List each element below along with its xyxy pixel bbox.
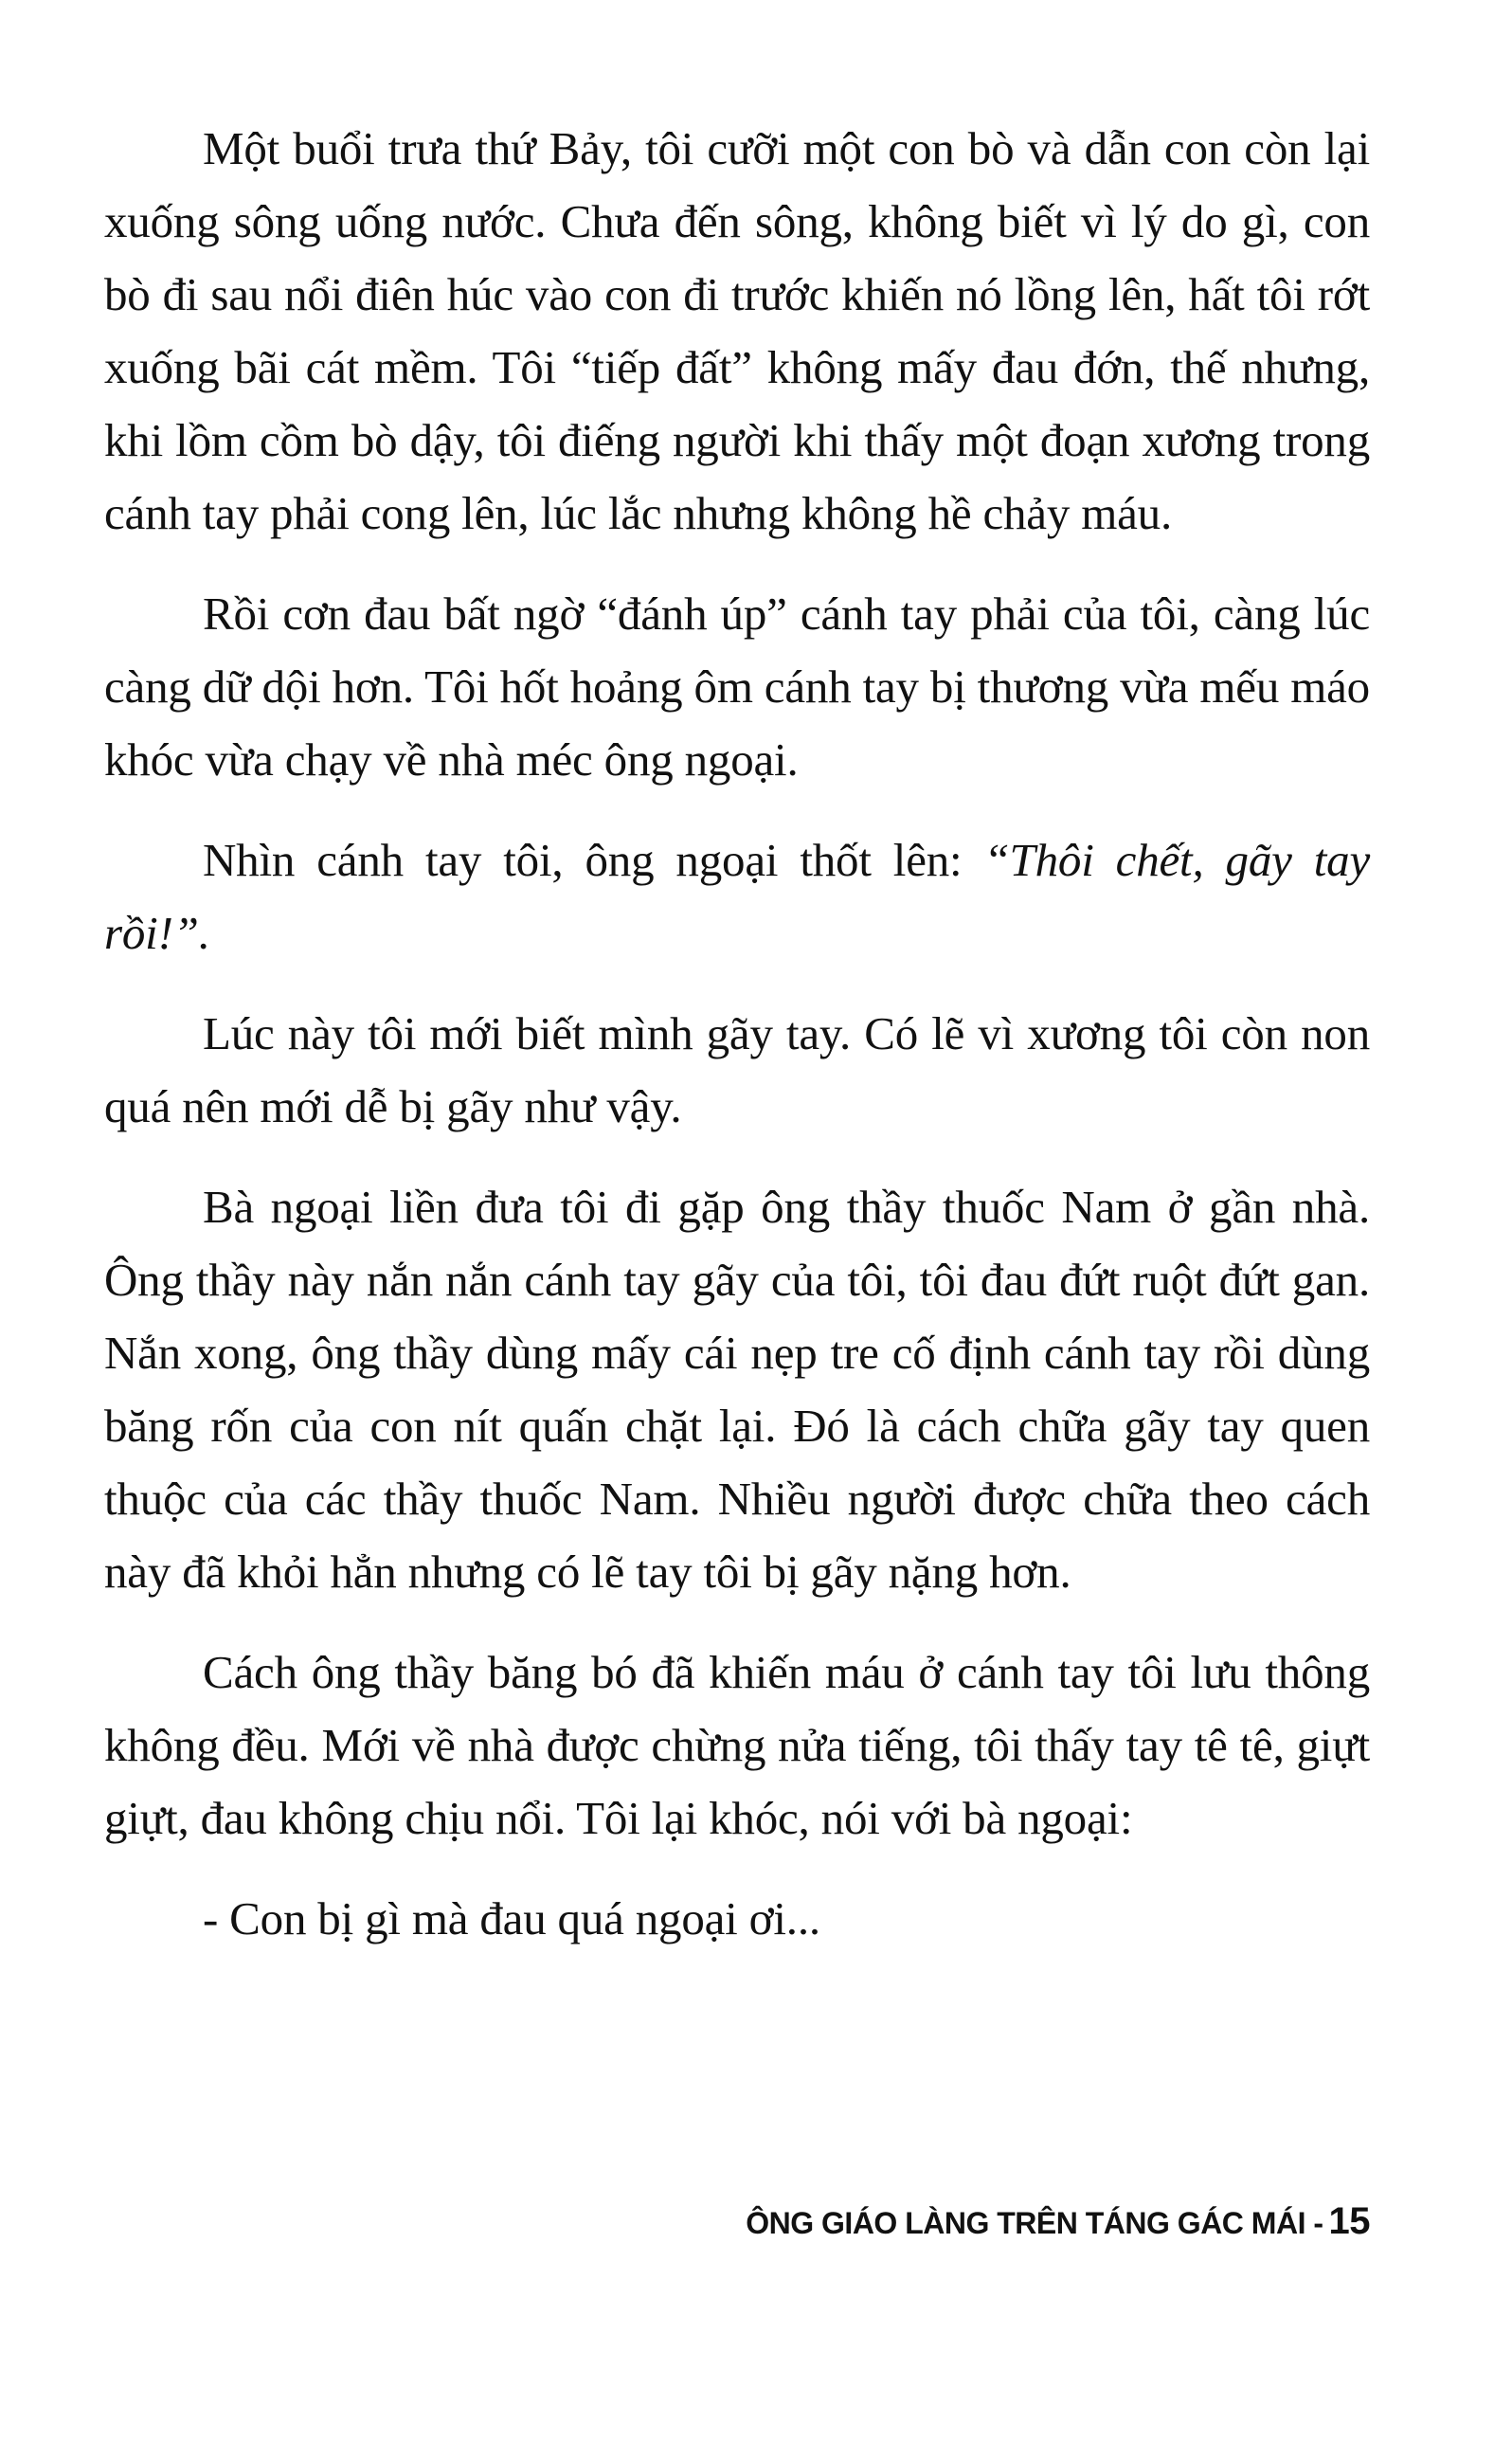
- page-body: [104, 112, 1370, 1982]
- paragraph-4: Lúc này tôi mới biết mình gãy tay. Có lẽ vì xương tôi còn non quá nên mới dễ bị gãy như vậy.: [104, 1007, 1370, 1132]
- footer-book-title: ÔNG GIÁO LÀNG TRÊN TÁNG GÁC MÁI -: [746, 2206, 1323, 2240]
- page-number: 15: [1328, 2200, 1370, 2242]
- paragraph-2: Rồi cơn đau bất ngờ “đánh úp” cánh tay phải của tôi, càng lúc càng dữ dội hơn. Tôi hốt hoảng ôm cánh tay bị thương vừa mếu máo khóc vừa chạy về nhà méc ông ngoại.: [104, 588, 1370, 786]
- paragraph-3-text: Nhìn cánh tay tôi, ông ngoại thốt lên:: [203, 834, 984, 886]
- paragraph-7: - Con bị gì mà đau quá ngoại ơi...: [203, 1892, 820, 1944]
- paragraph-5: Bà ngoại liền đưa tôi đi gặp ông thầy thuốc Nam ở gần nhà. Ông thầy này nắn nắn cánh tay gãy của tôi, tôi đau đứt ruột đứt gan. Nắn xong, ông thầy dùng mấy cái nẹp tre cố định cánh tay rồi dùng băng rốn của con nít quấn chặt lại. Đó là cách chữa gãy tay quen thuộc của các thầy thuốc Nam. Nhiều người được chữa theo cách này đã khỏi hẳn nhưng có lẽ tay tôi bị gãy nặng hơn.: [104, 1181, 1370, 1598]
- running-footer: [746, 2200, 1370, 2243]
- paragraph-3: [104, 823, 1370, 969]
- paragraph-6: Cách ông thầy băng bó đã khiến máu ở cánh tay tôi lưu thông không đều. Mới về nhà được chừng nửa tiếng, tôi thấy tay tê tê, giựt giựt, đau không chịu nổi. Tôi lại khóc, nói với bà ngoại:: [104, 1646, 1370, 1844]
- paragraph-3-quote: “Thôi chết, gãy tay rồi!”.: [104, 834, 1370, 959]
- paragraph-1: Một buổi trưa thứ Bảy, tôi cưỡi một con bò và dẫn con còn lại xuống sông uống nước. Chưa đến sông, không biết vì lý do gì, con bò đi sau nổi điên húc vào con đi trước khiến nó lồng lên, hất tôi rớt xuống bãi cát mềm. Tôi “tiếp đất” không mấy đau đớn, thế nhưng, khi lồm cồm bò dậy, tôi điếng người khi thấy một đoạn xương trong cánh tay phải cong lên, lúc lắc nhưng không hề chảy máu.: [104, 122, 1370, 539]
